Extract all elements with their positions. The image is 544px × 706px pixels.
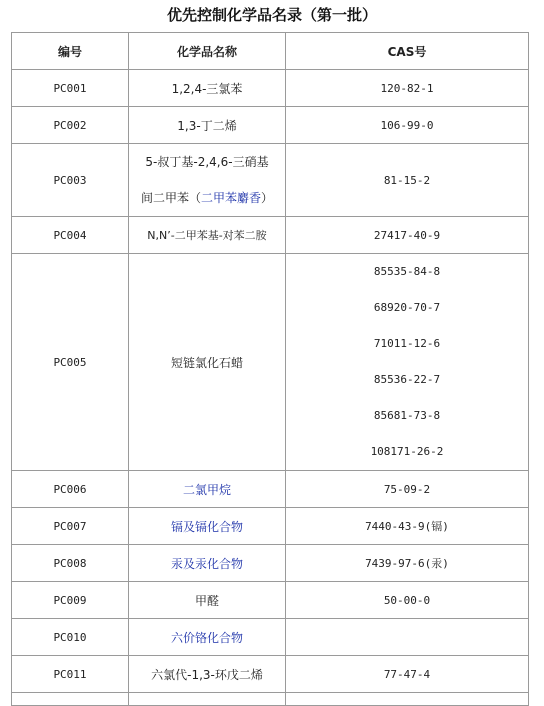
cas-item: 68920-70-7 [373, 301, 441, 314]
row-cas: 27417-40-9 [286, 217, 529, 254]
table-row [12, 217, 529, 254]
table-row [12, 471, 529, 508]
hexavalent-chromium-link[interactable]: 六价铬化合物 [129, 619, 286, 656]
page-title: 优先控制化学品名录（第一批） [166, 6, 377, 24]
row-name: 短链氯化石蜡 [129, 254, 286, 471]
row-code-partial [12, 693, 129, 706]
cas-item: 108171-26-2 [370, 445, 444, 458]
chemical-list-table [11, 32, 529, 706]
row-cas: 120-82-1 [286, 70, 529, 107]
row-name [129, 144, 286, 217]
row-cas: 7439-97-6(汞) [286, 545, 529, 582]
table-row [12, 144, 529, 217]
row-name: 甲醛 [129, 582, 286, 619]
cadmium-link[interactable]: 镉及镉化合物 [129, 508, 286, 545]
row-cas-list [286, 254, 529, 471]
dichloromethane-link[interactable]: 二氯甲烷 [129, 471, 286, 508]
cas-item: 85535-84-8 [373, 265, 441, 278]
row-cas: 106-99-0 [286, 107, 529, 144]
row-cas: 77-47-4 [286, 656, 529, 693]
mercury-link[interactable]: 汞及汞化合物 [129, 545, 286, 582]
table-row [12, 70, 529, 107]
row-cas: 75-09-2 [286, 471, 529, 508]
row-code: PC007 [12, 508, 129, 545]
row-name-line2 [131, 180, 283, 216]
row-code: PC008 [12, 545, 129, 582]
row-name-partial [129, 693, 286, 706]
header-code: 编号 [12, 33, 129, 70]
table-row [12, 254, 529, 471]
name-suffix: ） [261, 191, 274, 205]
row-name: N,N’-二甲苯基-对苯二胺 [129, 217, 286, 254]
row-name: 六氯代-1,3-环戊二烯 [129, 656, 286, 693]
row-code: PC004 [12, 217, 129, 254]
cas-item: 85536-22-7 [373, 373, 441, 386]
name-prefix: 间二甲苯（ [140, 191, 201, 205]
table-row [12, 107, 529, 144]
row-code: PC011 [12, 656, 129, 693]
musk-xylene-link[interactable]: 二甲苯麝香 [200, 191, 261, 205]
table-row [12, 582, 529, 619]
row-code: PC003 [12, 144, 129, 217]
row-code: PC001 [12, 70, 129, 107]
row-cas-partial [286, 693, 529, 706]
row-cas: 7440-43-9(镉) [286, 508, 529, 545]
row-cas: 81-15-2 [286, 144, 529, 217]
cas-item: 85681-73-8 [373, 409, 441, 422]
header-name: 化学品名称 [129, 33, 286, 70]
row-code: PC009 [12, 582, 129, 619]
row-cas: 50-00-0 [286, 582, 529, 619]
row-code: PC006 [12, 471, 129, 508]
row-name: 1,3-丁二烯 [129, 107, 286, 144]
row-name-line1: 5-叔丁基-2,4,6-三硝基 [145, 155, 269, 169]
table-row [12, 656, 529, 693]
table-row [12, 619, 529, 656]
row-name: 1,2,4-三氯苯 [129, 70, 286, 107]
table-row-partial [12, 693, 529, 706]
row-code: PC002 [12, 107, 129, 144]
row-code: PC005 [12, 254, 129, 471]
table-row [12, 545, 529, 582]
cas-item: 71011-12-6 [373, 337, 441, 350]
table-header-row [12, 33, 529, 70]
row-cas [286, 619, 529, 656]
row-code: PC010 [12, 619, 129, 656]
table-row [12, 508, 529, 545]
header-cas: CAS号 [286, 33, 529, 70]
